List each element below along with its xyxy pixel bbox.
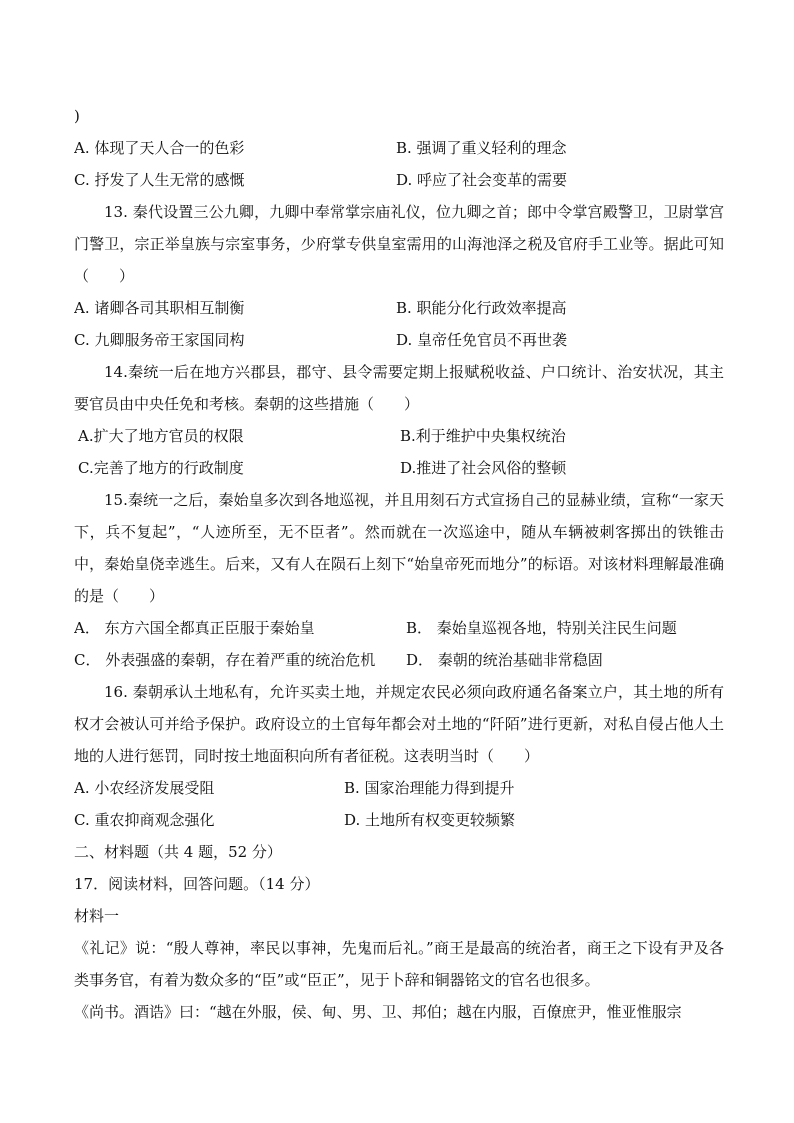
q12-option-d[interactable]: D. 呼应了社会变革的需要 [396, 171, 568, 189]
q16-stem: 16. 秦朝承认土地私有，允许买卖土地，并规定农民必须向政府通名备案立户，其土地的所有权才会被认可并给予保护。政府设立的土官每年都会对土地的“阡陌”进行更新，对私自侵占他人土地的人进行惩罚，同时按土地面积向所有者征税。这表明当时（ ） [74, 683, 724, 765]
q14-options-row-1 [74, 420, 724, 452]
q13-option-a[interactable]: A. 诸卿各司其职相互制衡 [74, 299, 245, 317]
exam-page [74, 100, 724, 1028]
q15-options-row-2 [74, 644, 724, 676]
q15-options-row-1 [74, 612, 724, 644]
section-2-heading: 二、材料题（共 4 题，52 分） [74, 843, 282, 861]
q15-option-b[interactable]: B． 秦始皇巡视各地，特别关注民生问题 [406, 619, 677, 637]
q14-options-row-2 [74, 452, 724, 484]
q12-options-row-2 [74, 164, 724, 196]
q12-option-c[interactable]: C. 抒发了人生无常的感慨 [74, 171, 245, 189]
q12-option-a[interactable]: A. 体现了天人合一的色彩 [74, 139, 245, 157]
continued-stem-end: ) [74, 107, 80, 125]
q16-option-c[interactable]: C. 重农抑商观念强化 [74, 811, 215, 829]
q17-material-text-2: 《尚书。酒诰》曰：“越在外服，侯、甸、男、卫、邦伯；越在内服，百僚庶尹，惟亚惟服宗 [74, 1003, 682, 1021]
q13-options-row-1 [74, 292, 724, 324]
q15-option-c[interactable]: C． 外表强盛的秦朝，存在着严重的统治危机 [74, 651, 376, 669]
q17-material-text: 《礼记》说：“殷人尊神，率民以事神，先鬼而后礼。”商王是最高的统治者，商王之下设有尹及各类事务官，有着为数众多的“臣”或“臣正”，见于卜辞和铜器铭文的官名也很多。 [74, 939, 724, 989]
q16-option-d[interactable]: D. 土地所有权变更较频繁 [344, 811, 516, 829]
q16-option-b[interactable]: B. 国家治理能力得到提升 [344, 779, 515, 797]
q13-stem: 13. 秦代设置三公九卿，九卿中奉常掌宗庙礼仪，位九卿之首；郎中令掌宫殿警卫，卫尉掌宫门警卫，宗正举皇族与宗室事务，少府掌专供皇室需用的山海池泽之税及官府手工业等。据此可知（ ） [74, 203, 724, 285]
q12-option-b[interactable]: B. 强调了重义轻利的理念 [396, 139, 567, 157]
q15-option-a[interactable]: A． 东方六国全都真正臣服于秦始皇 [74, 619, 315, 637]
q13-options-row-2 [74, 324, 724, 356]
q17-title: 17．阅读材料，回答问题。（14 分） [74, 875, 320, 893]
q13-option-c[interactable]: C. 九卿服务帝王家国同构 [74, 331, 245, 349]
q16-options-row-1 [74, 772, 724, 804]
q14-option-a[interactable]: A.扩大了地方官员的权限 [78, 427, 244, 445]
q14-option-c[interactable]: C.完善了地方的行政制度 [78, 459, 244, 477]
q14-option-d[interactable]: D.推进了社会风俗的整顿 [400, 459, 567, 477]
q14-stem: 14.秦统一后在地方兴郡县，郡守、县令需要定期上报赋税收益、户口统计、治安状况，其主要官员由中央任免和考核。秦朝的这些措施（ ） [74, 363, 724, 413]
q16-option-a[interactable]: A. 小农经济发展受阻 [74, 779, 215, 797]
q15-option-d[interactable]: D． 秦朝的统治基础非常稳固 [406, 651, 603, 669]
q17-material-label: 材料一 [74, 907, 120, 925]
q13-option-d[interactable]: D. 皇帝任免官员不再世袭 [396, 331, 568, 349]
q12-options-row-1 [74, 132, 724, 164]
q16-options-row-2 [74, 804, 724, 836]
q14-option-b[interactable]: B.利于维护中央集权统治 [400, 427, 566, 445]
q13-option-b[interactable]: B. 职能分化行政效率提高 [396, 299, 567, 317]
q15-stem: 15.秦统一之后，秦始皇多次到各地巡视，并且用刻石方式宣扬自己的显赫业绩，宣称“一家天下，兵不复起”，“人迹所至，无不臣者”。然而就在一次巡途中，随从车辆被刺客掷出的铁锥击中，秦始皇侥幸逃生。后来，又有人在陨石上刻下“始皇帝死而地分”的标语。对该材料理解最准确的是（ ） [74, 491, 724, 605]
